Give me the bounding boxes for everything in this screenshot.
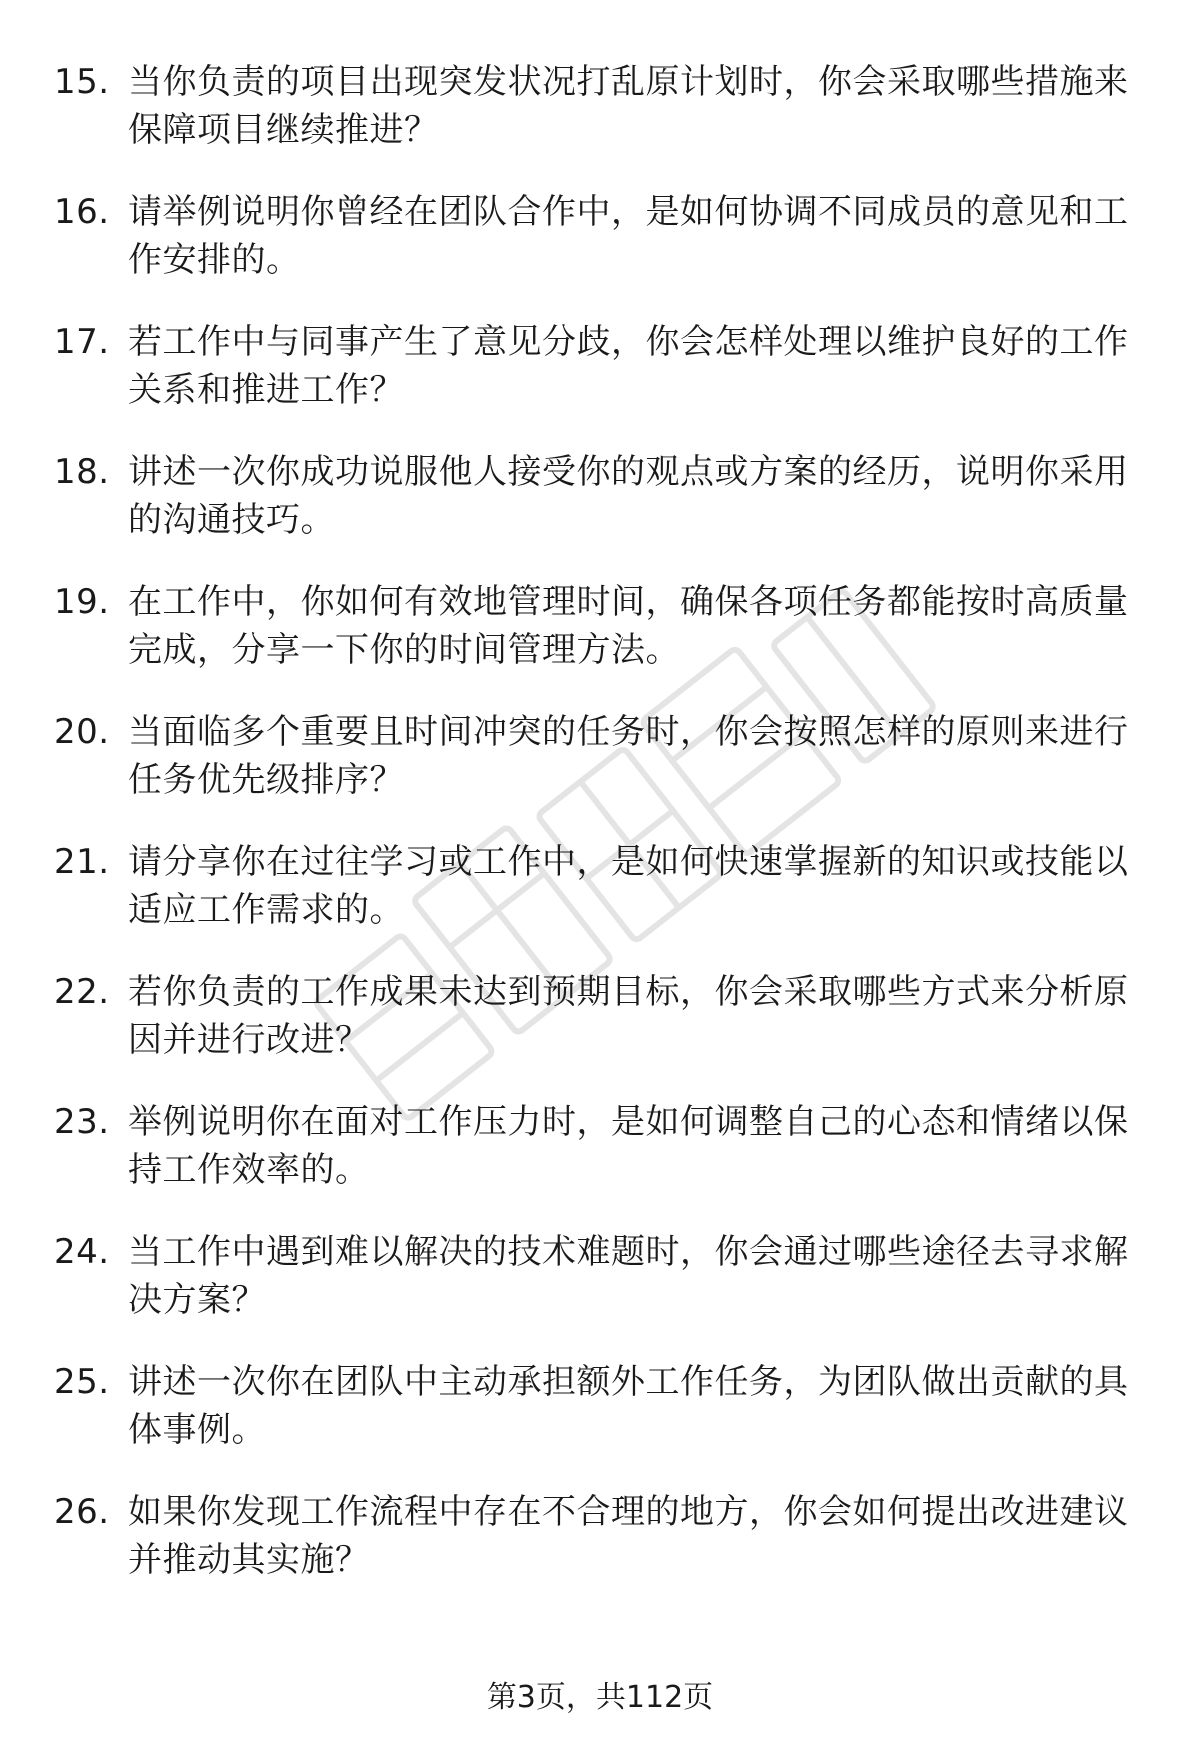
list-item bbox=[54, 838, 1154, 968]
question-text: 讲述一次你在团队中主动承担额外工作任务，为团队做出贡献的具体事例。 bbox=[128, 1362, 1129, 1450]
question-number: 17. bbox=[54, 322, 110, 362]
question-text: 请举例说明你曾经在团队合作中，是如何协调不同成员的意见和工作安排的。 bbox=[128, 192, 1129, 280]
list-item bbox=[54, 578, 1154, 708]
question-text: 若工作中与同事产生了意见分歧，你会怎样处理以维护良好的工作关系和推进工作？ bbox=[128, 322, 1129, 410]
question-number: 22. bbox=[54, 972, 110, 1012]
question-text: 讲述一次你成功说服他人接受你的观点或方案的经历，说明你采用的沟通技巧。 bbox=[128, 452, 1129, 540]
page-footer: 第3页，共112页 bbox=[486, 1680, 714, 1715]
question-number: 24. bbox=[54, 1232, 110, 1272]
question-text: 请分享你在过往学习或工作中，是如何快速掌握新的知识或技能以适应工作需求的。 bbox=[128, 842, 1129, 930]
question-number: 18. bbox=[54, 452, 110, 492]
question-text: 若你负责的工作成果未达到预期目标，你会采取哪些方式来分析原因并进行改进？ bbox=[128, 972, 1129, 1060]
question-number: 20. bbox=[54, 712, 110, 752]
list-item bbox=[54, 1358, 1154, 1488]
list-item bbox=[54, 58, 1154, 188]
question-text: 在工作中，你如何有效地管理时间，确保各项任务都能按时高质量完成，分享一下你的时间管理方法。 bbox=[128, 582, 1129, 670]
question-number: 23. bbox=[54, 1102, 110, 1142]
list-item bbox=[54, 968, 1154, 1098]
question-number: 15. bbox=[54, 62, 110, 102]
question-text: 当你负责的项目出现突发状况打乱原计划时，你会采取哪些措施来保障项目继续推进？ bbox=[128, 62, 1129, 150]
list-item bbox=[54, 318, 1154, 448]
question-number: 21. bbox=[54, 842, 110, 882]
list-item bbox=[54, 448, 1154, 578]
list-item bbox=[54, 1228, 1154, 1358]
list-item bbox=[54, 188, 1154, 318]
question-number: 25. bbox=[54, 1362, 110, 1402]
question-list bbox=[54, 58, 1154, 1618]
list-item bbox=[54, 708, 1154, 838]
list-item bbox=[54, 1098, 1154, 1228]
question-text: 当工作中遇到难以解决的技术难题时，你会通过哪些途径去寻求解决方案？ bbox=[128, 1232, 1129, 1320]
question-number: 16. bbox=[54, 192, 110, 232]
question-text: 当面临多个重要且时间冲突的任务时，你会按照怎样的原则来进行任务优先级排序？ bbox=[128, 712, 1129, 800]
question-text: 如果你发现工作流程中存在不合理的地方，你会如何提出改进建议并推动其实施？ bbox=[128, 1492, 1129, 1580]
question-text: 举例说明你在面对工作压力时，是如何调整自己的心态和情绪以保持工作效率的。 bbox=[128, 1102, 1129, 1190]
question-number: 26. bbox=[54, 1492, 110, 1532]
question-number: 19. bbox=[54, 582, 110, 622]
list-item bbox=[54, 1488, 1154, 1618]
